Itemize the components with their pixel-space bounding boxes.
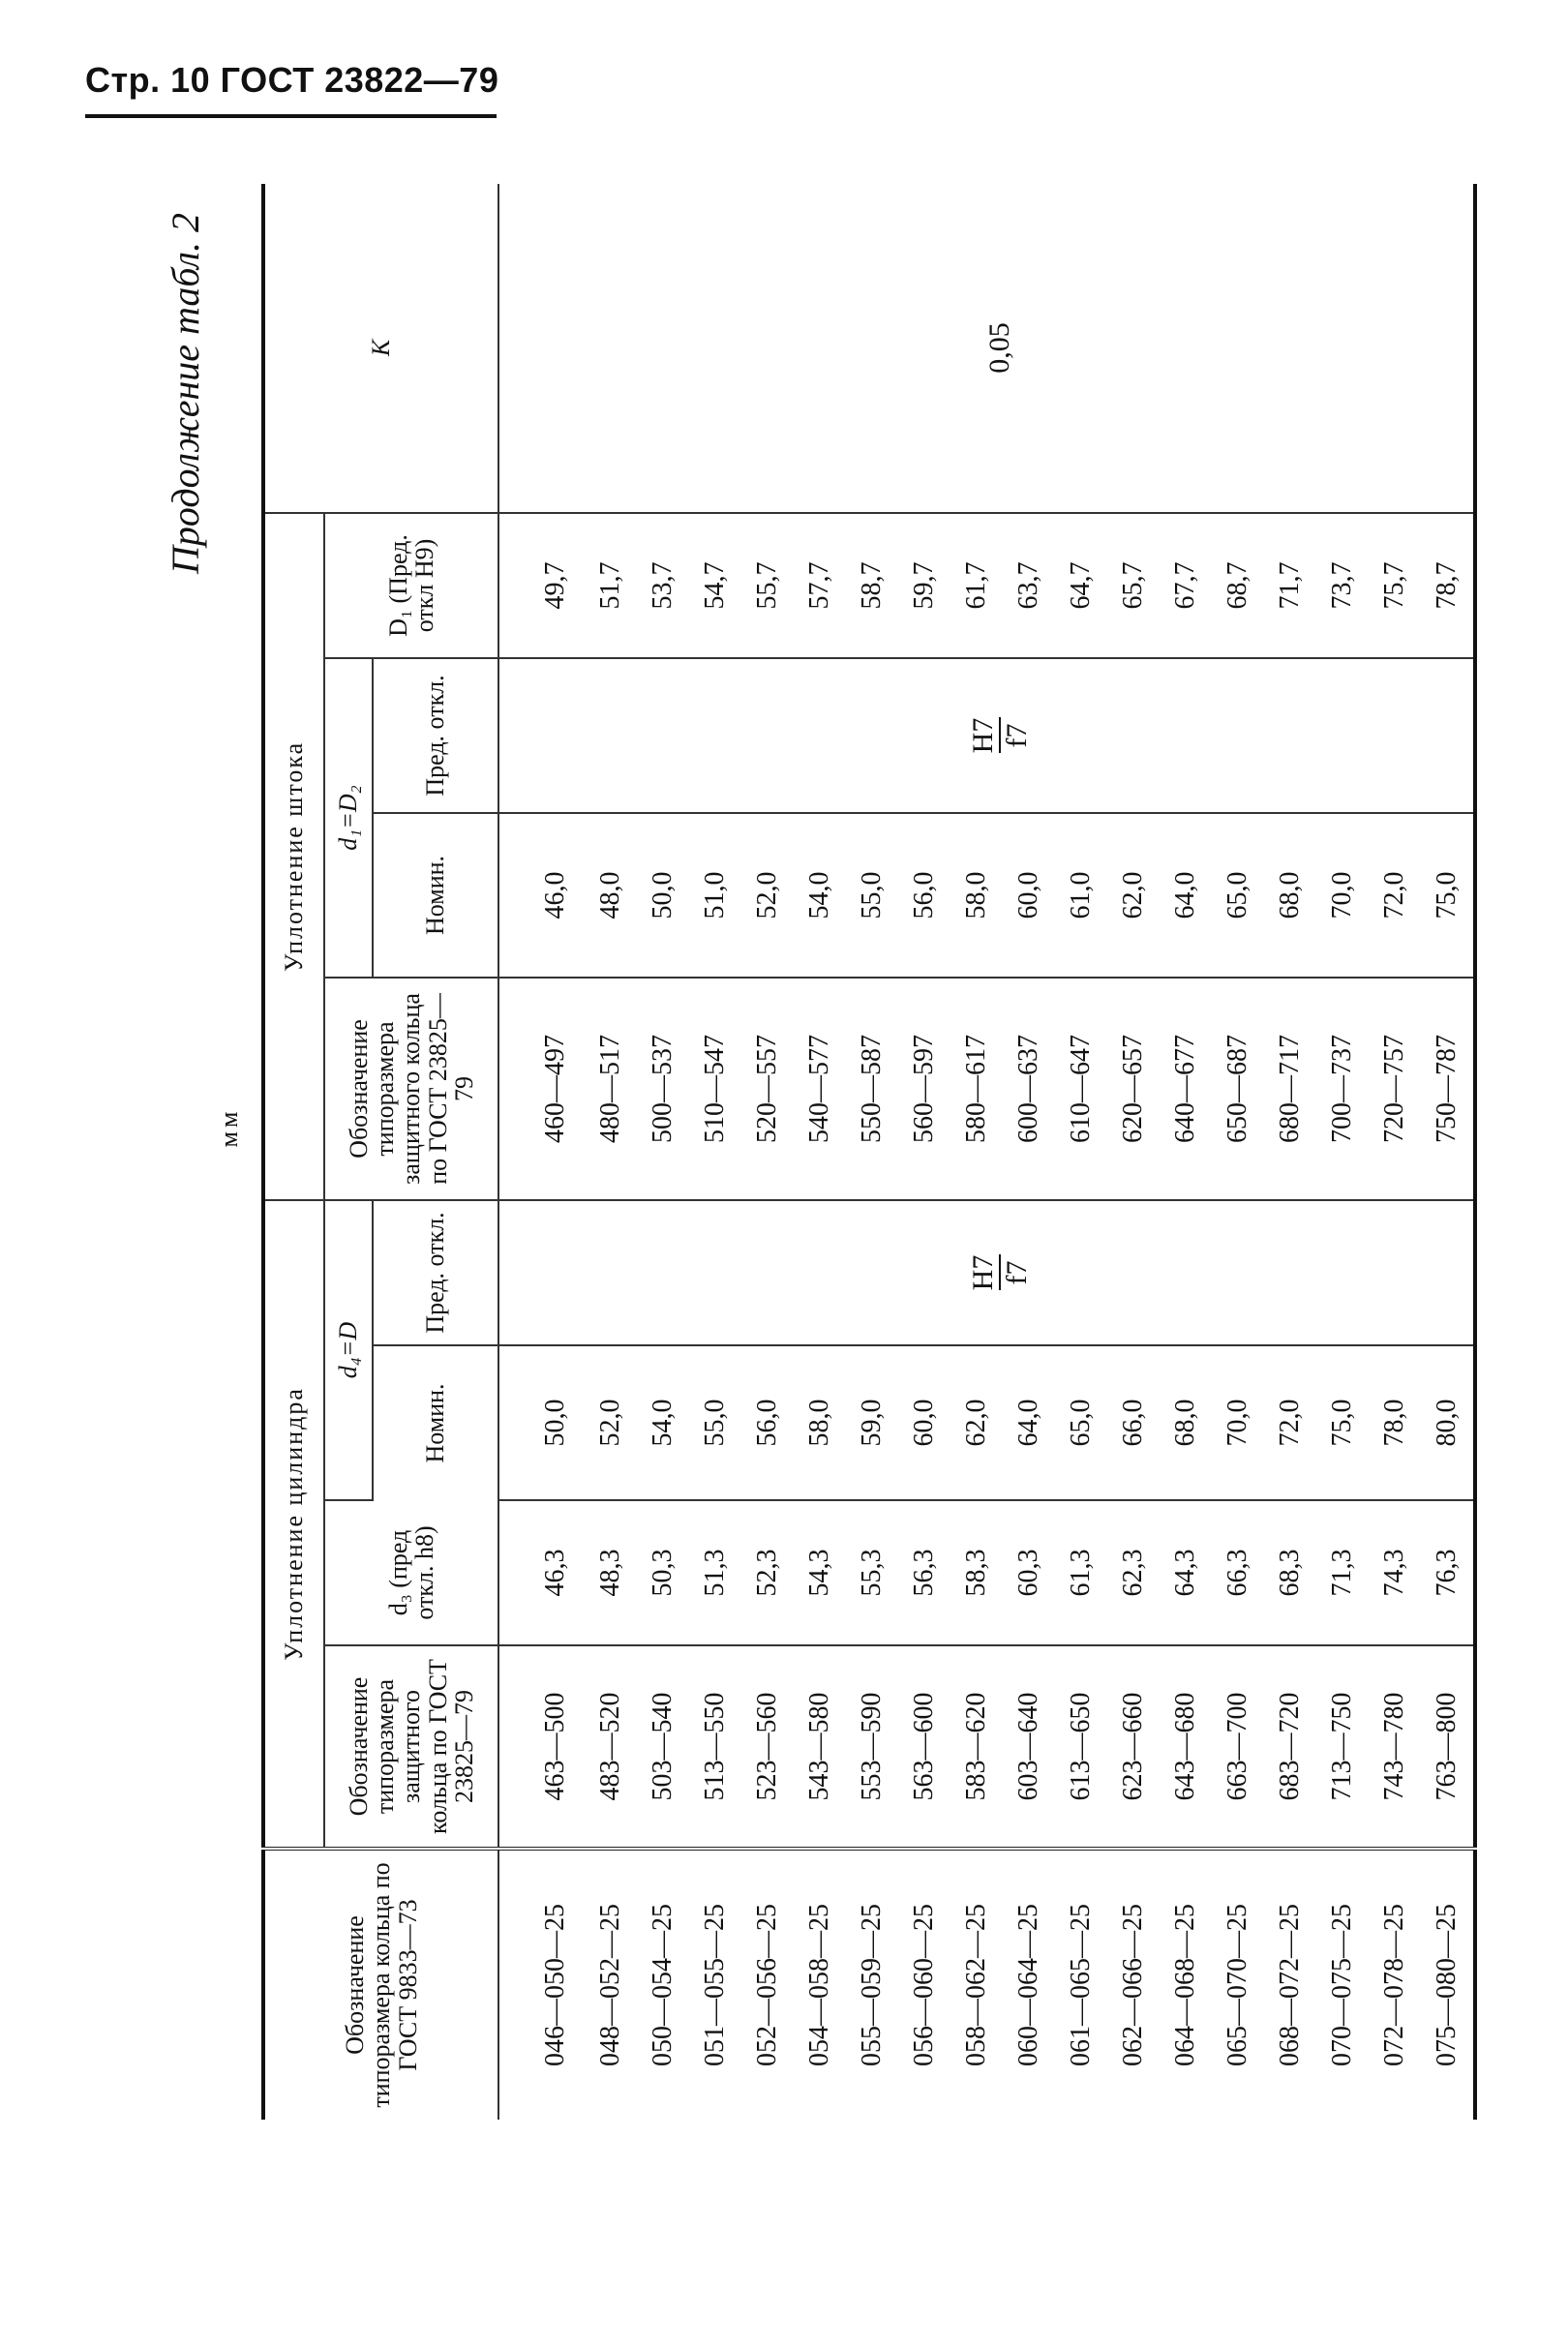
header-rod-tol: Пред. откл. (373, 658, 498, 813)
cyl-d4-nom: 60,0 (898, 1345, 950, 1500)
rod-protect-ring: 540—577 (794, 978, 846, 1200)
cyl-protect-ring: 743—780 (1369, 1645, 1421, 1849)
cyl-d3: 76,3 (1421, 1500, 1475, 1645)
header-cyl-tol: Пред. откл. (373, 1200, 498, 1345)
cyl-protect-ring: 553—590 (846, 1645, 898, 1849)
cyl-d4-nom: 56,0 (741, 1345, 794, 1500)
cyl-d4-nom: 50,0 (498, 1345, 585, 1500)
k-value (498, 184, 1475, 513)
rod-protect-ring: 500—537 (637, 978, 689, 1200)
cyl-d4-nom: 55,0 (689, 1345, 741, 1500)
rod-D1: 51,7 (585, 513, 637, 658)
rod-protect-ring: 640—677 (1160, 978, 1212, 1200)
ring-designation: 055—059—25 (846, 1849, 898, 2120)
cyl-d4-nom: 72,0 (1264, 1345, 1316, 1500)
rod-protect-ring: 750—787 (1421, 978, 1475, 1200)
rod-protect-ring: 520—557 (741, 978, 794, 1200)
ring-designation: 072—078—25 (1369, 1849, 1421, 2120)
rod-D1: 61,7 (950, 513, 1003, 658)
cyl-d3: 61,3 (1055, 1500, 1107, 1645)
cyl-d3: 46,3 (498, 1500, 585, 1645)
header-rod-group: Уплотнение штока (263, 513, 324, 1200)
header-rod-D1: D₁ (Пред. откл H9) (324, 513, 498, 658)
header-rule (85, 114, 497, 118)
rod-D1: 63,7 (1003, 513, 1055, 658)
cyl-tol-den: f7 (999, 1255, 1033, 1291)
header-cyl-protect: Обозначение типоразмера защитного кольца по ГОСТ 23825—79 (324, 1645, 498, 1849)
cyl-protect-ring: 523—560 (741, 1645, 794, 1849)
cyl-protect-ring: 643—680 (1160, 1645, 1212, 1849)
rod-protect-ring: 650—687 (1212, 978, 1264, 1200)
rod-d1-nom: 58,0 (950, 813, 1003, 978)
cyl-tolerance-fraction (967, 1250, 1033, 1297)
rod-D1: 59,7 (898, 513, 950, 658)
cyl-protect-ring: 503—540 (637, 1645, 689, 1849)
cyl-protect-ring: 463—500 (498, 1645, 585, 1849)
ring-designation: 068—072—25 (1264, 1849, 1316, 2120)
ring-designation: 060—064—25 (1003, 1849, 1055, 2120)
rod-D1: 78,7 (1421, 513, 1475, 658)
cyl-d3: 52,3 (741, 1500, 794, 1645)
ring-designation: 070—075—25 (1316, 1849, 1369, 2120)
cyl-d4-nom: 58,0 (794, 1345, 846, 1500)
rod-D1: 73,7 (1316, 513, 1369, 658)
cyl-d3: 60,3 (1003, 1500, 1055, 1645)
cyl-d3: 55,3 (846, 1500, 898, 1645)
cyl-tol-num: H7 (967, 1254, 999, 1291)
rod-D1: 65,7 (1107, 513, 1160, 658)
dimensions-table (261, 184, 1477, 2120)
rod-D1: 58,7 (846, 513, 898, 658)
header-rod-nom: Номин. (373, 813, 498, 978)
cyl-protect-ring: 563—600 (898, 1645, 950, 1849)
cyl-protect-ring: 543—580 (794, 1645, 846, 1849)
rod-D1: 64,7 (1055, 513, 1107, 658)
ring-designation: 050—054—25 (637, 1849, 689, 2120)
header-cyl-d4: d₄=D (324, 1200, 373, 1500)
rod-d1-nom: 62,0 (1107, 813, 1160, 978)
cyl-d4-nom: 65,0 (1055, 1345, 1107, 1500)
cyl-protect-ring: 713—750 (1316, 1645, 1369, 1849)
ring-designation: 064—068—25 (1160, 1849, 1212, 2120)
cyl-protect-ring: 683—720 (1264, 1645, 1316, 1849)
rod-D1: 55,7 (741, 513, 794, 658)
rod-protect-ring: 560—597 (898, 978, 950, 1200)
rod-d1-nom: 75,0 (1421, 813, 1475, 978)
rod-protect-ring: 550—587 (846, 978, 898, 1200)
rod-protect-ring: 720—757 (1369, 978, 1421, 1200)
rod-d1-nom: 51,0 (689, 813, 741, 978)
rod-d1-nom: 61,0 (1055, 813, 1107, 978)
cyl-d4-nom: 70,0 (1212, 1345, 1264, 1500)
cyl-protect-ring: 583—620 (950, 1645, 1003, 1849)
ring-designation: 075—080—25 (1421, 1849, 1475, 2120)
rod-d1-nom: 70,0 (1316, 813, 1369, 978)
rod-d1-nom: 65,0 (1212, 813, 1264, 978)
rod-D1: 49,7 (498, 513, 585, 658)
rod-D1: 53,7 (637, 513, 689, 658)
cyl-d3: 68,3 (1264, 1500, 1316, 1645)
rod-d1-nom: 50,0 (637, 813, 689, 978)
cyl-d4-nom: 75,0 (1316, 1345, 1369, 1500)
ring-designation: 054—058—25 (794, 1849, 846, 2120)
cyl-d4-nom: 64,0 (1003, 1345, 1055, 1500)
unit-label: мм (215, 1107, 243, 1148)
rotated-table-area (155, 184, 1462, 2120)
rod-d1-nom: 56,0 (898, 813, 950, 978)
cyl-protect-ring: 623—660 (1107, 1645, 1160, 1849)
rod-d1-nom: 54,0 (794, 813, 846, 978)
ring-designation: 048—052—25 (585, 1849, 637, 2120)
cyl-d4-nom: 59,0 (846, 1345, 898, 1500)
rod-D1: 67,7 (1160, 513, 1212, 658)
cyl-protect-ring: 613—650 (1055, 1645, 1107, 1849)
rod-d1-nom: 68,0 (1264, 813, 1316, 978)
cyl-d3: 66,3 (1212, 1500, 1264, 1645)
rod-d1-nom: 55,0 (846, 813, 898, 978)
rod-protect-ring: 460—497 (498, 978, 585, 1200)
cyl-d4-nom: 54,0 (637, 1345, 689, 1500)
header-ring: Обозначение типоразмера кольца по ГОСТ 9833—73 (263, 1849, 498, 2120)
ring-designation: 046—050—25 (498, 1849, 585, 2120)
header-cyl-nom: Номин. (373, 1345, 498, 1500)
header-rod-protect: Обозначение типоразмера защитного кольца по ГОСТ 23825—79 (324, 978, 498, 1200)
rod-d1-nom: 72,0 (1369, 813, 1421, 978)
table-caption: Продолжение табл. 2 (164, 213, 207, 575)
cyl-d3: 74,3 (1369, 1500, 1421, 1645)
cyl-d4-nom: 52,0 (585, 1345, 637, 1500)
cyl-d3: 54,3 (794, 1500, 846, 1645)
rod-d1-nom: 48,0 (585, 813, 637, 978)
page-header: Стр. 10 ГОСТ 23822—79 (85, 60, 499, 100)
header-rod-d1: d₁=D₂ (324, 658, 373, 978)
rod-protect-ring: 580—617 (950, 978, 1003, 1200)
rod-d1-nom: 46,0 (498, 813, 585, 978)
rod-tolerance (498, 658, 1475, 813)
header-k: K (263, 184, 498, 513)
rod-D1: 54,7 (689, 513, 741, 658)
cyl-d3: 51,3 (689, 1500, 741, 1645)
table-head (263, 184, 498, 2120)
cyl-protect-ring: 603—640 (1003, 1645, 1055, 1849)
rod-d1-nom: 52,0 (741, 813, 794, 978)
cyl-d3: 50,3 (637, 1500, 689, 1645)
rod-D1: 57,7 (794, 513, 846, 658)
cyl-protect-ring: 483—520 (585, 1645, 637, 1849)
cyl-d4-nom: 68,0 (1160, 1345, 1212, 1500)
cyl-protect-ring: 663—700 (1212, 1645, 1264, 1849)
cyl-d4-nom: 62,0 (950, 1345, 1003, 1500)
table-row (498, 184, 585, 2120)
cyl-d3: 58,3 (950, 1500, 1003, 1645)
rod-tol-den: f7 (999, 718, 1033, 754)
rod-tol-num: H7 (967, 717, 999, 754)
ring-designation: 052—056—25 (741, 1849, 794, 2120)
cyl-d3: 56,3 (898, 1500, 950, 1645)
cyl-protect-ring: 513—550 (689, 1645, 741, 1849)
rod-protect-ring: 600—637 (1003, 978, 1055, 1200)
rod-d1-nom: 64,0 (1160, 813, 1212, 978)
cyl-d3: 62,3 (1107, 1500, 1160, 1645)
caption-row (155, 184, 213, 2120)
rod-D1: 75,7 (1369, 513, 1421, 658)
cyl-d3: 71,3 (1316, 1500, 1369, 1645)
ring-designation: 058—062—25 (950, 1849, 1003, 2120)
k-value-text: 0,05 (983, 322, 1015, 374)
cyl-d4-nom: 66,0 (1107, 1345, 1160, 1500)
cyl-tolerance (498, 1200, 1475, 1345)
ring-designation: 061—065—25 (1055, 1849, 1107, 2120)
rod-protect-ring: 700—737 (1316, 978, 1369, 1200)
rod-protect-ring: 680—717 (1264, 978, 1316, 1200)
rod-protect-ring: 510—547 (689, 978, 741, 1200)
table-body (498, 184, 1475, 2120)
rod-D1: 68,7 (1212, 513, 1264, 658)
rod-tolerance-fraction (967, 712, 1033, 760)
cyl-d3: 64,3 (1160, 1500, 1212, 1645)
ring-designation: 062—066—25 (1107, 1849, 1160, 2120)
cyl-d3: 48,3 (585, 1500, 637, 1645)
cyl-protect-ring: 763—800 (1421, 1645, 1475, 1849)
header-cyl-d3: d₃ (пред откл. h8) (324, 1500, 498, 1645)
header-cylinder-group: Уплотнение цилиндра (263, 1200, 324, 1849)
rod-protect-ring: 480—517 (585, 978, 637, 1200)
rod-d1-nom: 60,0 (1003, 813, 1055, 978)
ring-designation: 065—070—25 (1212, 1849, 1264, 2120)
rod-D1: 71,7 (1264, 513, 1316, 658)
cyl-d4-nom: 80,0 (1421, 1345, 1475, 1500)
rod-protect-ring: 620—657 (1107, 978, 1160, 1200)
ring-designation: 056—060—25 (898, 1849, 950, 2120)
cyl-d4-nom: 78,0 (1369, 1345, 1421, 1500)
rod-protect-ring: 610—647 (1055, 978, 1107, 1200)
ring-designation: 051—055—25 (689, 1849, 741, 2120)
